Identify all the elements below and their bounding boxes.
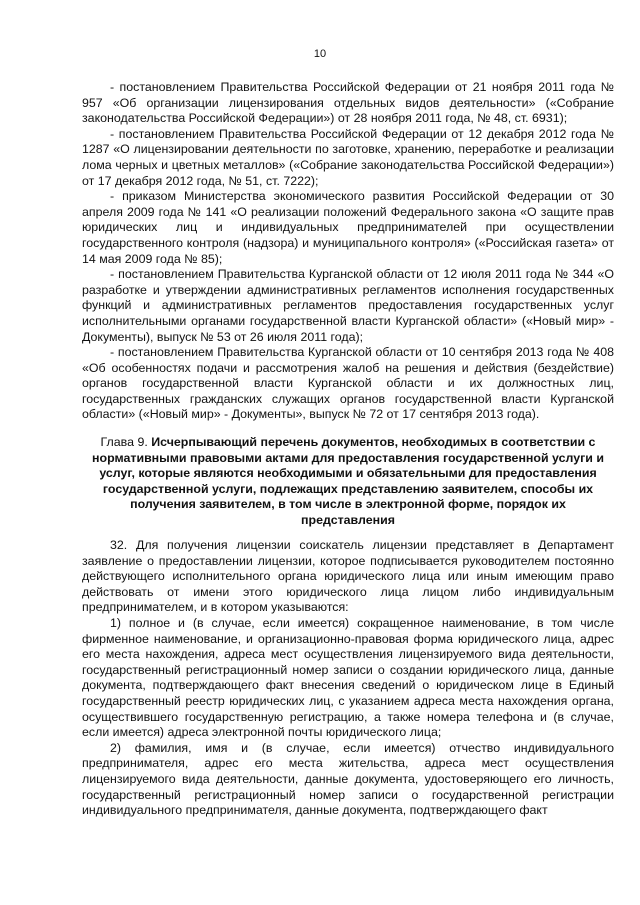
legal-basis-item: - постановлением Правительства Российской Федерации от 12 декабря 2012 года № 1287 «О лицензировании деятельности по заготовке, хранению, переработке и реализации лома черных и цветных металлов» («Собрание законодательства Российской Федерации») от 17 декабря 2012 года, № 51, ст. 7222);: [82, 126, 614, 188]
body-paragraph: 1) полное и (в случае, если имеется) сокращенное наименование, в том числе фирменное наименование, и организационно-правовая форма юридического лица, адрес его места нахождения, адреса мест осуществления лицензируемого вида деятельности, государственный регистрационный номер записи о создании юридического лица, данные документа, подтверждающего факт внесения сведений о юридическом лице в Единый государственный реестр юридических лиц, с указанием адреса места нахождения органа, осуществившего государственную регистрацию, а также номера телефона и (в случае, если имеется) адреса электронной почты юридического лица;: [82, 615, 614, 740]
chapter-label: Глава 9.: [100, 435, 148, 449]
legal-basis-item: - постановлением Правительства Курганской области от 10 сентября 2013 года № 408 «Об особенностях подачи и рассмотрения жалоб на решения и действия (бездействие) органов государственной власти Курганской области и их должностных лиц, государственных гражданских служащих органов государственной власти Курганской области» («Новый мир» - Документы», выпуск № 72 от 17 сентября 2013 года).: [82, 345, 614, 422]
legal-basis-item: - постановлением Правительства Российской Федерации от 21 ноября 2011 года № 957 «Об организации лицензирования отдельных видов деятельности» («Собрание законодательства Российской Федерации») от 28 ноября 2011 года, № 48, ст. 6931);: [82, 80, 614, 126]
legal-basis-item: - приказом Министерства экономического развития Российской Федерации от 30 апреля 2009 года № 141 «О реализации положений Федерального закона «О защите прав юридических лиц и индивидуальных предпринимателей при осуществлении государственного контроля (надзора) и муниципального контроля» («Российская газета» от 14 мая 2009 года № 85);: [82, 189, 614, 266]
chapter-body: [82, 538, 614, 819]
body-paragraph: 2) фамилия, имя и (в случае, если имеется) отчество индивидуального предпринимателя, адрес его места жительства, адреса мест осуществления лицензируемого вида деятельности, данные документа, удостоверяющего его личность, государственный регистрационный номер записи о государственной регистрации индивидуального предпринимателя, данные документа, подтверждающего факт: [82, 740, 614, 818]
chapter-title: Исчерпывающий перечень документов, необходимых в соответствии с нормативными правовыми актами для предоставления государственной услуги и услуг, которые являются необходимыми и обязательными для предоставления государственной услуги, подлежащих представлению заявителем, способы их получения заявителем, в том числе в электронной форме, порядок их представления: [92, 435, 604, 527]
body-paragraph: 32. Для получения лицензии соискатель лицензии представляет в Департамент заявление о предоставлении лицензии, которое подписывается руководителем постоянно действующего исполнительного органа юридического лица или иным имеющим право действовать от имени этого юридического лица лицом либо индивидуальным предпринимателем, и в котором указываются:: [82, 538, 614, 615]
page-number: 10: [313, 48, 327, 60]
legal-basis-item: - постановлением Правительства Курганской области от 12 июля 2011 года № 344 «О разработке и утверждении административных регламентов исполнения государственных функций и административных регламентов предоставления государственных услуг исполнительными органами государственной власти Курганской области» («Новый мир» - Документы), выпуск № 53 от 26 июля 2011 года);: [82, 267, 614, 344]
legal-bases-list: [82, 80, 614, 423]
chapter-heading: [82, 435, 614, 529]
